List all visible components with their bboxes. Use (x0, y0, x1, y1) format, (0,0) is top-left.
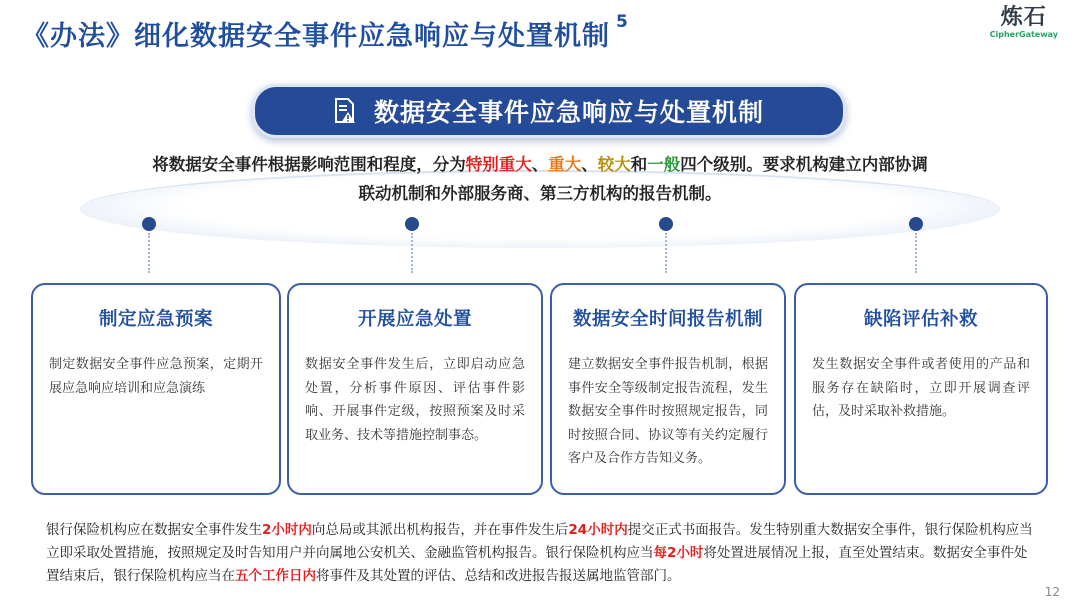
footer-highlight: 每2小时 (653, 545, 704, 561)
intro-line-2: 联动机制和外部服务商、第三方机构的报告机制。 (358, 184, 722, 203)
card-title: 缺陷评估补救 (863, 309, 978, 330)
page-number: 12 (1044, 585, 1060, 599)
page-title-text: 《办法》细化数据安全事件应急响应与处置机制 (22, 21, 610, 52)
footer-highlight: 24小时内 (568, 522, 628, 538)
connector-line (411, 233, 413, 273)
footer-highlight: 2小时内 (262, 522, 312, 538)
card-title: 开展应急处置 (357, 309, 472, 330)
level-major: 重大 (548, 155, 582, 174)
intro-line-1 (110, 150, 970, 179)
intro-sep1: 、 (531, 155, 549, 174)
banner-title: 数据安全事件应急响应与处置机制 (373, 98, 764, 127)
card-body: 发生数据安全事件或者使用的产品和服务存在缺陷时，立即开展调查评估，及时采取补救措施。 (812, 357, 1030, 419)
intro-text (110, 150, 970, 208)
connector-line (915, 233, 917, 273)
card-body: 制定数据安全事件应急预案，定期开展应急响应培训和应急演练 (49, 357, 263, 396)
card-body: 数据安全事件发生后，立即启动应急处置，分析事件原因、评估事件影响、开展事件定级，按照预案及时采取业务、技术等措施控制事态。 (305, 357, 525, 443)
intro-sep3: 和 (630, 155, 648, 174)
footer-text: 提交正式书面报告。发生特别重大数据安全事件，银行保险机构应当立即采取处置措施，按照规定及时告知用户并向属地公安机关、金融监管机构报告。银行保险机构应当 (46, 522, 1033, 561)
footer-highlight: 五个工作日内 (235, 568, 316, 584)
footer-text: 银行保险机构应在数据安全事件发生 (46, 522, 262, 538)
footer-text: 将处置进展情况上报，直至处置结束。数据安全事件处置结束后，银行保险机构应当在 (46, 545, 1028, 584)
intro-sep2: 、 (581, 155, 598, 174)
intro-part1: 将数据安全事件根据影响范围和程度，分为 (152, 155, 466, 174)
level-general: 一般 (647, 155, 681, 174)
card-emergency-response (287, 283, 543, 495)
card-defect-remediation (794, 283, 1048, 495)
connector-line (148, 233, 150, 273)
footer-text: 向总局或其派出机构报告，并在事件发生后 (311, 522, 569, 538)
intro-part2: 四个级别。要求机构建立内部协调 (680, 155, 928, 174)
card-title: 制定应急预案 (98, 309, 213, 330)
connector-dot (405, 217, 419, 231)
document-alert-icon (334, 98, 356, 124)
page-title (22, 14, 629, 53)
logo-subtitle: CipherGateway (989, 30, 1058, 39)
connector-dot (142, 217, 156, 231)
logo-name: 炼石 (1000, 5, 1047, 30)
connector-dot (909, 217, 923, 231)
brand-logo (990, 6, 1058, 40)
connector-line (665, 233, 667, 273)
title-superscript: 5 (616, 12, 629, 32)
connector-dot (659, 217, 673, 231)
footer-text: 将事件及其处置的评估、总结和改进报告报送属地监管部门。 (316, 568, 681, 584)
level-larger: 较大 (597, 155, 631, 174)
level-especially-major: 特别重大 (465, 155, 532, 174)
card-title: 数据安全时间报告机制 (572, 309, 763, 330)
card-reporting-mechanism (550, 283, 786, 495)
footer-paragraph (46, 519, 1036, 588)
card-emergency-plan (31, 283, 281, 495)
card-body: 建立数据安全事件报告机制，根据事件安全等级制定报告流程，发生数据安全事件时按照规定报告，同时按照合同、协议等有关约定履行客户及合作方告知义务。 (568, 357, 768, 466)
section-banner (252, 84, 846, 138)
